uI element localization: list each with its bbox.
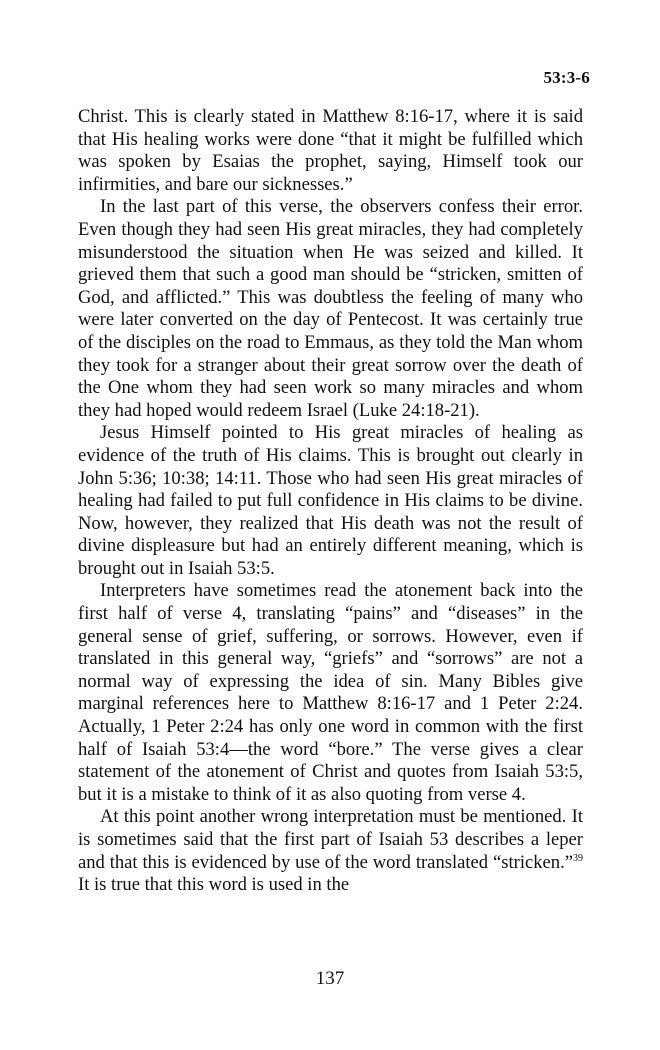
page-number: 137 xyxy=(315,968,345,989)
paragraph-2: In the last part of this verse, the observers confess their error. Even though they had seen His great miracles, they had completely misunderstood the situation when He was seized and killed. It grieved them that such a good man should be “stricken, smitten of God, and afflicted.” This was doubtless the feeling of many who were later converted on the day of Pentecost. It was certainly true of the disciples on the road to Emmaus, as they told the Man whom they took for a stranger about their great sorrow over the death of the One whom they had seen work so many miracles and whom they had hoped would redeem Israel (Luke 24:18-21). xyxy=(78,196,583,421)
paragraph-4: Interpreters have sometimes read the atonement back into the first half of verse 4, translating “pains” and “diseases” in the general sense of grief, suffering, or sorrows. However, even if translated in this general way, “griefs” and “sorrows” are not a normal way of expressing the idea of sin. Many Bibles give marginal references here to Matthew 8:16-17 and 1 Peter 2:24. Actually, 1 Peter 2:24 has only one word in common with the first half of Isaiah 53:4—the word “bore.” The verse gives a clear statement of the atonement of Christ and quotes from Isaiah 53:5, but it is a mistake to think of it as also quoting from verse 4. xyxy=(78,580,583,805)
footnote-reference: 39 xyxy=(573,852,583,864)
paragraph-5-text-start: At this point another wrong interpretation must be mentioned. It is sometimes said that the first part of Isaiah 53 describes a leper and that this is evidenced by use of the word translated “stricken.” xyxy=(78,806,583,873)
paragraph-3: Jesus Himself pointed to His great miracles of healing as evidence of the truth of His claims. This is brought out clearly in John 5:36; 10:38; 14:11. Those who had seen His great miracles of healing had failed to put full confidence in His claims to be divine. Now, however, they realized that His death was not the result of divine displeasure but had an entirely different meaning, which is brought out in Isaiah 53:5. xyxy=(78,422,583,579)
paragraph-5-text-end: It is true that this word is used in the xyxy=(78,874,350,896)
running-head: 53:3-6 xyxy=(543,68,590,87)
paragraph-5 xyxy=(78,806,583,896)
paragraph-1: Christ. This is clearly stated in Matthew 8:16-17, where it is said that His healing works were done “that it might be fulfilled which was spoken by Esaias the prophet, saying, Himself took our infirmities, and bare our sicknesses.” xyxy=(78,106,583,195)
body-text xyxy=(78,106,583,897)
